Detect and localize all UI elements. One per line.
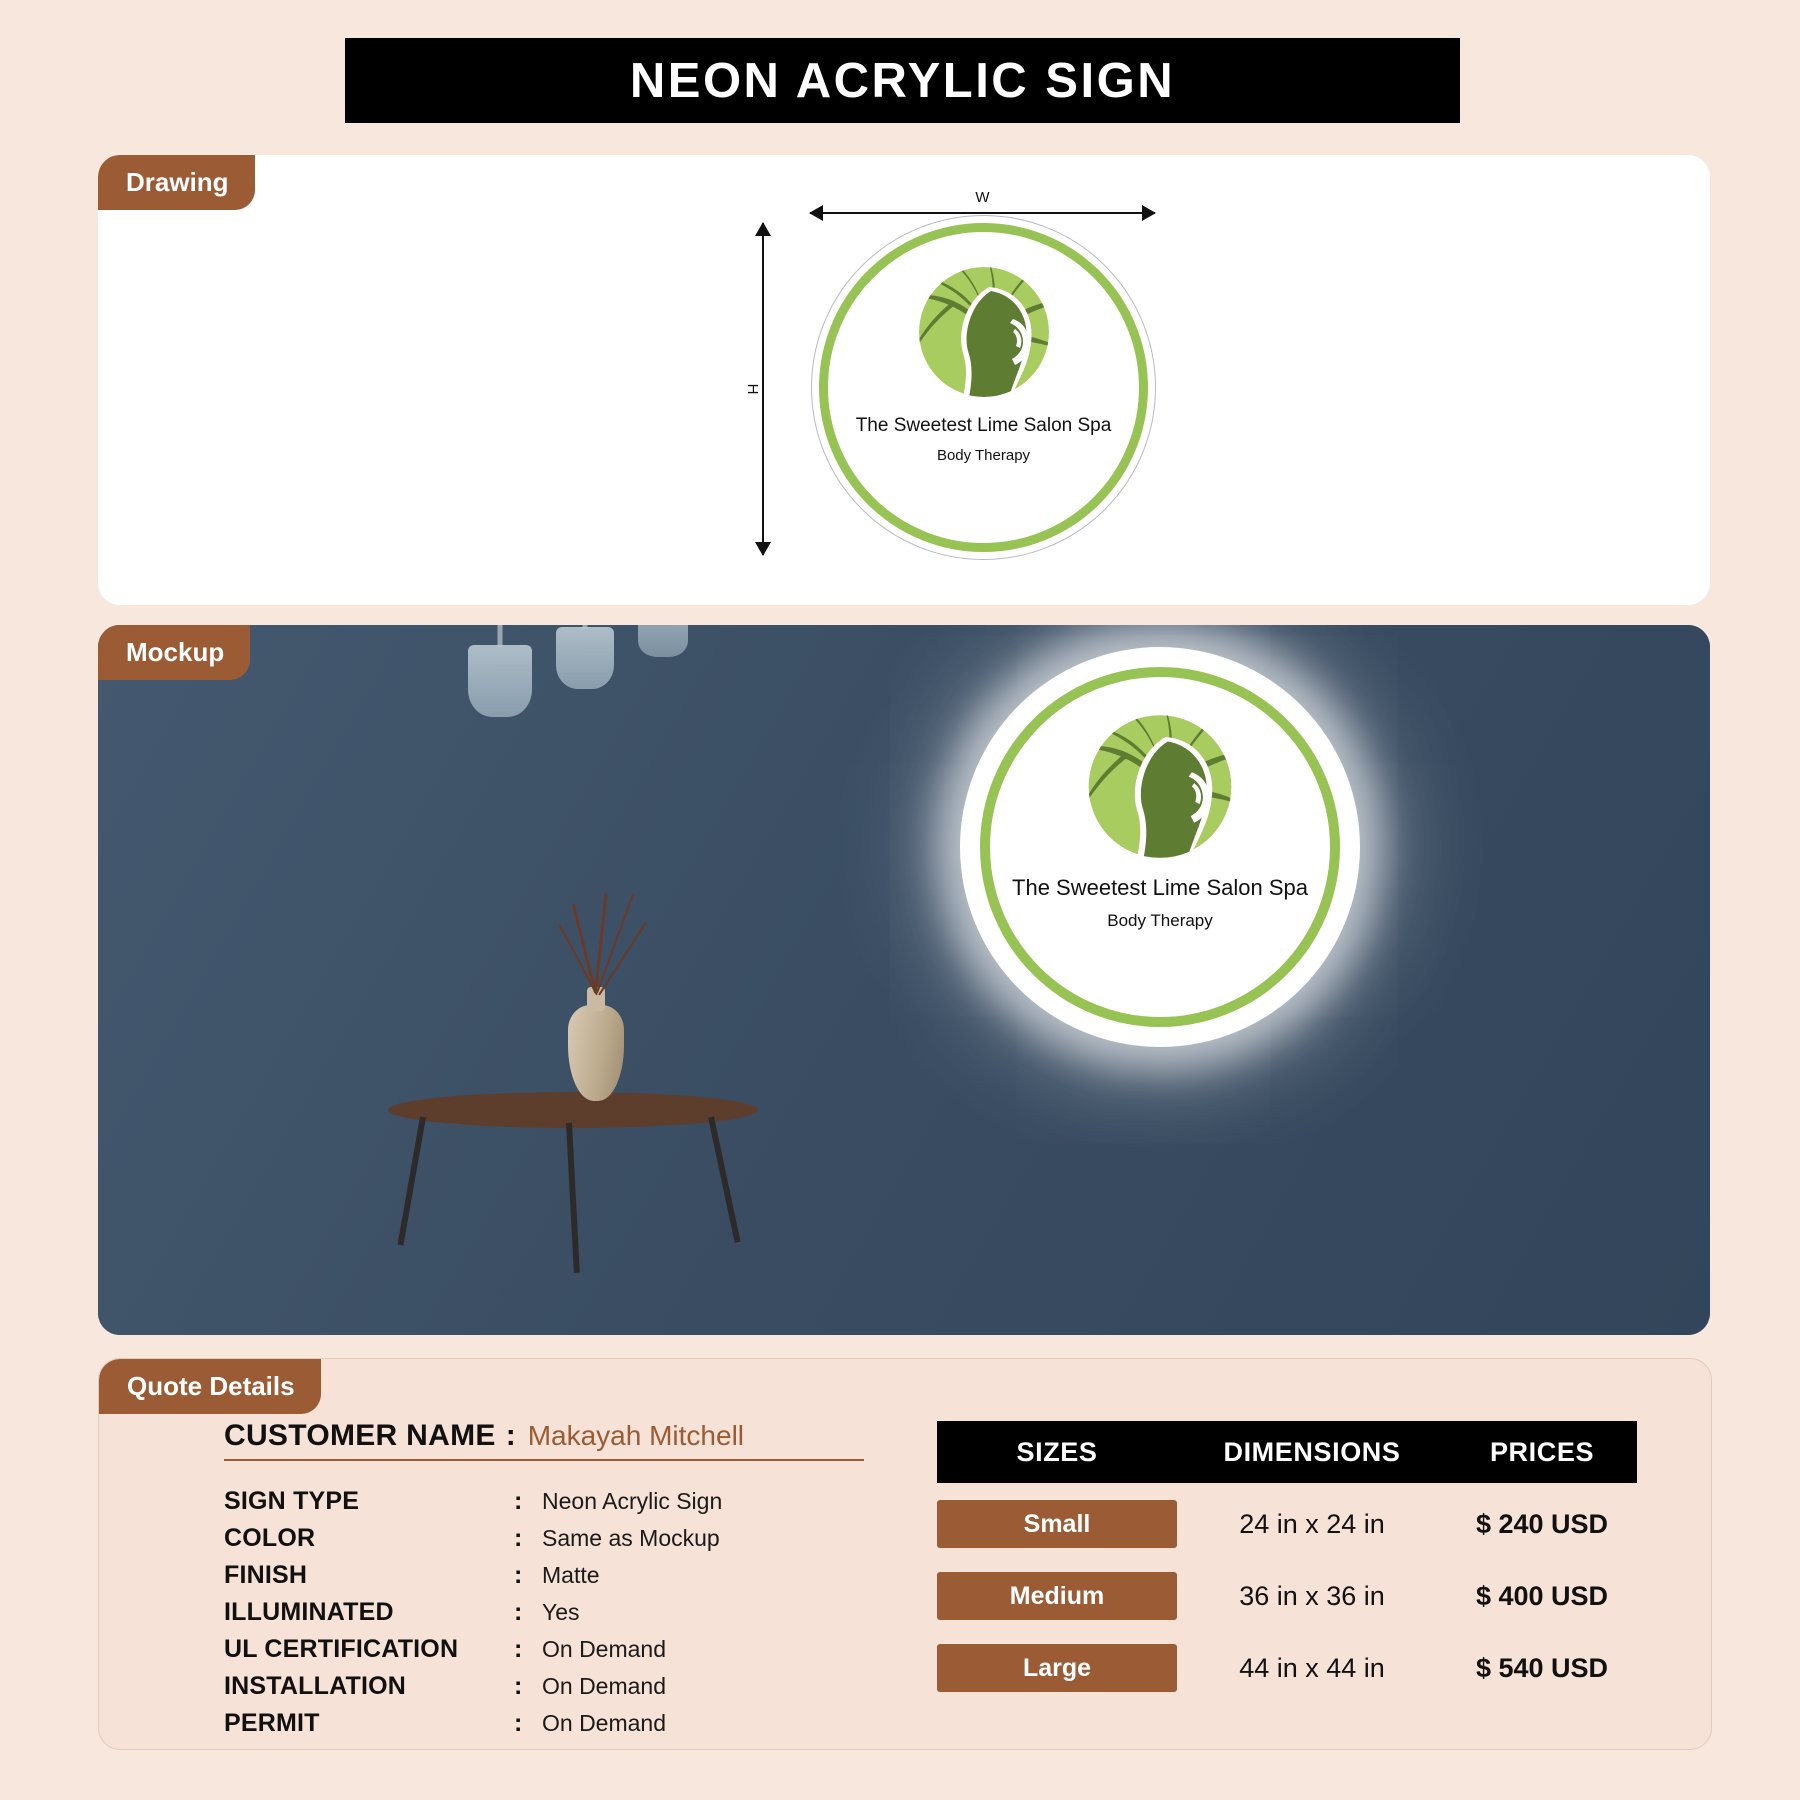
salon-logo-svg xyxy=(1060,715,1260,858)
spec-key: COLOR xyxy=(224,1524,316,1552)
dimensions-cell: 36 in x 36 in xyxy=(1239,1580,1385,1611)
spec-row xyxy=(224,1709,864,1738)
badge-brand-line-1: The Sweetest Lime Salon Spa xyxy=(1012,875,1308,900)
salon-logo-svg xyxy=(893,267,1075,397)
header-dimensions: DIMENSIONS xyxy=(1223,1436,1401,1467)
spec-row xyxy=(224,1524,864,1553)
drawing-stage xyxy=(98,155,1710,605)
spec-key: ILLUMINATED xyxy=(224,1598,394,1626)
height-dimension xyxy=(744,223,778,555)
spec-key: SIGN TYPE xyxy=(224,1487,360,1515)
salon-logo-art xyxy=(1060,715,1260,858)
lamp-shade xyxy=(468,645,532,717)
drawing-panel xyxy=(98,155,1710,605)
dimensions-cell: 24 in x 24 in xyxy=(1239,1508,1385,1539)
spec-key: PERMIT xyxy=(224,1709,320,1737)
spec-list xyxy=(224,1487,864,1746)
salon-logo-art xyxy=(893,267,1075,397)
spec-value: On Demand xyxy=(542,1636,667,1662)
table-row xyxy=(937,1637,1637,1699)
customer-name-row xyxy=(224,1419,864,1461)
spec-key: FINISH xyxy=(224,1561,308,1589)
spec-value: Matte xyxy=(542,1562,600,1588)
pendant-lamp-1 xyxy=(468,625,532,723)
size-badge: Large xyxy=(937,1644,1177,1692)
drawing-tab-label: Drawing xyxy=(98,155,255,210)
spec-value: Yes xyxy=(542,1599,580,1625)
spec-colon: : xyxy=(514,1672,523,1700)
spec-colon: : xyxy=(514,1524,523,1552)
lamp-shade xyxy=(556,627,614,689)
mockup-panel xyxy=(98,625,1710,1335)
height-arrow-top-icon xyxy=(755,222,771,236)
price-cell: $ 400 USD xyxy=(1475,1580,1609,1611)
height-arrow-bottom-icon xyxy=(755,542,771,556)
size-badge: Medium xyxy=(937,1572,1177,1620)
pendant-lamp-2 xyxy=(556,625,614,699)
spec-colon: : xyxy=(514,1709,523,1737)
spec-key: UL CERTIFICATION xyxy=(224,1635,459,1663)
width-arrow-left-icon xyxy=(809,205,823,221)
customer-name-label: CUSTOMER NAME xyxy=(224,1419,496,1452)
spec-colon: : xyxy=(514,1598,523,1626)
badge-brand-line-1: The Sweetest Lime Salon Spa xyxy=(855,415,1112,436)
mockup-logo-badge xyxy=(970,657,1350,1037)
spec-colon: : xyxy=(514,1561,523,1589)
pricing-table-header xyxy=(937,1421,1637,1483)
spec-key: INSTALLATION xyxy=(224,1672,407,1700)
quote-tab-label: Quote Details xyxy=(99,1359,321,1414)
height-dimension-line xyxy=(762,223,764,555)
mockup-tab-label: Mockup xyxy=(98,625,250,680)
badge-brand-line-2: Body Therapy xyxy=(1107,911,1213,930)
width-dimension-line xyxy=(810,212,1155,214)
quote-content xyxy=(99,1359,1711,1749)
title-banner xyxy=(345,38,1460,123)
spec-colon: : xyxy=(514,1635,523,1663)
spec-row xyxy=(224,1635,864,1664)
lamp-shade xyxy=(638,625,688,657)
spec-row xyxy=(224,1598,864,1627)
lamp-cord xyxy=(498,625,503,647)
spec-row xyxy=(224,1487,864,1516)
page-title: NEON ACRYLIC SIGN xyxy=(629,53,1176,108)
height-dimension-label: H xyxy=(744,376,761,403)
size-badge: Small xyxy=(937,1500,1177,1548)
side-table-top xyxy=(388,1092,758,1128)
quote-details-panel xyxy=(98,1358,1712,1750)
customer-name-colon: : xyxy=(505,1419,516,1452)
price-cell: $ 540 USD xyxy=(1475,1652,1609,1683)
customer-name-value: Makayah Mitchell xyxy=(527,1420,745,1451)
table-row xyxy=(937,1565,1637,1627)
header-sizes: SIZES xyxy=(1016,1436,1098,1467)
spec-colon: : xyxy=(514,1487,523,1515)
width-arrow-right-icon xyxy=(1142,205,1156,221)
mockup-wall xyxy=(98,625,1710,1335)
spec-row xyxy=(224,1672,864,1701)
spec-row xyxy=(224,1561,864,1590)
spec-value: Same as Mockup xyxy=(542,1525,720,1551)
pricing-table xyxy=(937,1421,1637,1699)
price-cell: $ 240 USD xyxy=(1475,1508,1609,1539)
spec-value: On Demand xyxy=(542,1710,667,1736)
drawing-logo-badge xyxy=(811,215,1156,560)
header-prices: PRICES xyxy=(1489,1436,1595,1467)
badge-brand-line-2: Body Therapy xyxy=(936,447,1031,464)
table-row xyxy=(937,1493,1637,1555)
spec-value: Neon Acrylic Sign xyxy=(542,1488,723,1514)
width-dimension-label: W xyxy=(965,189,999,206)
pendant-lamp-3 xyxy=(638,625,688,671)
spec-value: On Demand xyxy=(542,1673,667,1699)
dimensions-cell: 44 in x 44 in xyxy=(1239,1652,1385,1683)
